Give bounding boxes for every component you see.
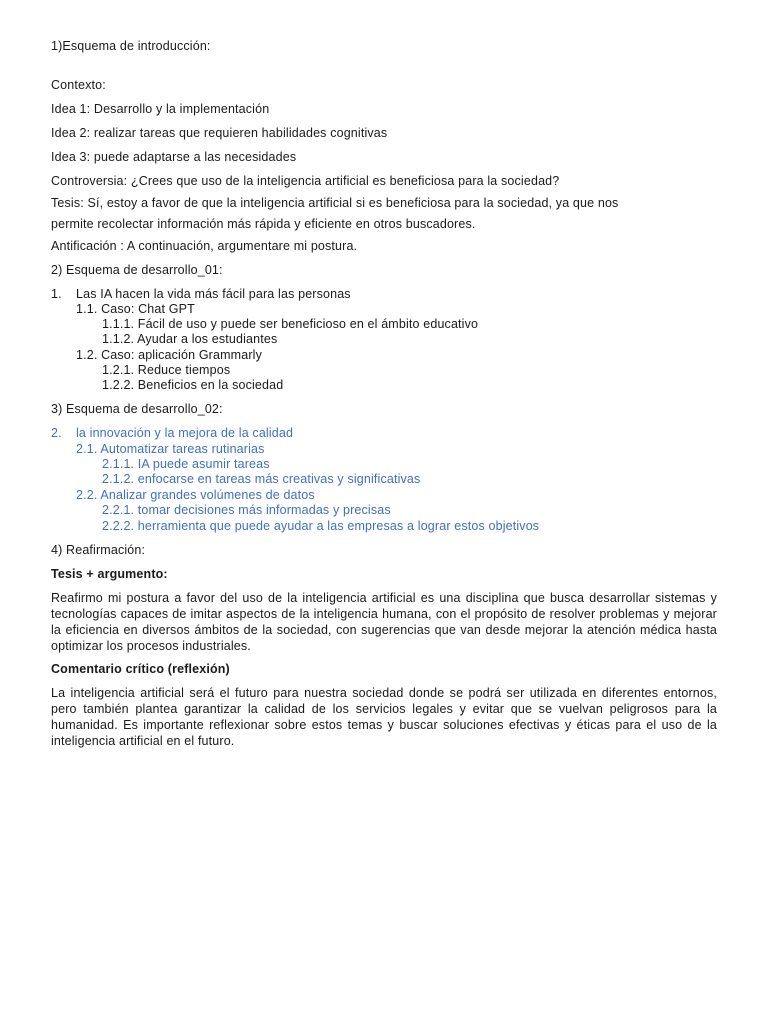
dev2-sub1-1: 2.1.1. IA puede asumir tareas — [102, 457, 270, 471]
dev1-item: Las IA hacen la vida más fácil para las personas — [76, 287, 351, 301]
dev1-sub1: 1.1. Caso: Chat GPT — [76, 302, 195, 316]
intro-heading: 1)Esquema de introducción: — [51, 39, 211, 53]
dev1-heading: 2) Esquema de desarrollo_01: — [51, 263, 223, 277]
dev1-sub1-1: 1.1.1. Fácil de uso y puede ser beneficioso en el ámbito educativo — [102, 317, 479, 331]
controversia: Controversia: ¿Crees que uso de la inteligencia artificial es beneficiosa para la sociedad? — [51, 174, 560, 188]
antitesis: Antificación : A continuación, argumentare mi postura. — [51, 239, 358, 253]
dev2-sub2-2: 2.2.2. herramienta que puede ayudar a las empresas a lograr estos objetivos — [102, 519, 540, 533]
dev2-sub2-1: 2.2.1. tomar decisiones más informadas y precisas — [102, 503, 391, 517]
dev1-sub2-1: 1.2.1. Reduce tiempos — [102, 363, 231, 377]
comentario-title: Comentario crítico (reflexión) — [51, 662, 230, 676]
dev1-sub2: 1.2. Caso: aplicación Grammarly — [76, 348, 262, 362]
comentario-paragraph: La inteligencia artificial será el futuro para nuestra sociedad donde se podrá ser utilizada en diferentes entornos, pero también plantea garantizar la calidad de los servicios legales y evitar que se vuelvan peligrosos para la humanidad. Es importante reflexionar sobre estos temas y buscar soluciones efectivas y éticas para el uso de la inteligencia artificial en el futuro. — [51, 686, 717, 748]
dev1-item-number: 1. — [51, 287, 62, 301]
dev2-sub2: 2.2. Analizar grandes volúmenes de datos — [76, 488, 315, 502]
dev1-sub1-2: 1.1.2. Ayudar a los estudiantes — [102, 332, 278, 346]
tesis-line-2: permite recolectar información más rápida y eficiente en otros buscadores. — [51, 217, 476, 231]
dev2-sub1-2: 2.1.2. enfocarse en tareas más creativas y significativas — [102, 472, 421, 486]
idea-2: Idea 2: realizar tareas que requieren habilidades cognitivas — [51, 126, 388, 140]
reaf-heading: 4) Reafirmación: — [51, 543, 146, 557]
tesis-argumento-paragraph: Reafirmo mi postura a favor del uso de la inteligencia artificial es una disciplina que busca desarrollar sistemas y tecnologías capaces de imitar aspectos de la inteligencia humana, con el propósito de resolver problemas y mejorar la eficiencia en diversos ámbitos de la sociedad, con sugerencias que van desde mejorar la atención médica hasta optimizar los procesos industriales. — [51, 591, 717, 653]
dev1-sub2-2: 1.2.2. Beneficios en la sociedad — [102, 378, 284, 392]
tesis-line-1: Tesis: Sí, estoy a favor de que la inteligencia artificial si es beneficiosa para la sociedad, ya que nos — [51, 196, 619, 210]
contexto-label: Contexto: — [51, 78, 106, 92]
idea-1: Idea 1: Desarrollo y la implementación — [51, 102, 270, 116]
idea-3: Idea 3: puede adaptarse a las necesidades — [51, 150, 297, 164]
tesis-argumento-title: Tesis + argumento: — [51, 567, 168, 581]
dev2-item: la innovación y la mejora de la calidad — [76, 426, 294, 440]
dev2-heading: 3) Esquema de desarrollo_02: — [51, 402, 223, 416]
dev2-sub1: 2.1. Automatizar tareas rutinarias — [76, 442, 265, 456]
dev2-item-number: 2. — [51, 426, 62, 440]
